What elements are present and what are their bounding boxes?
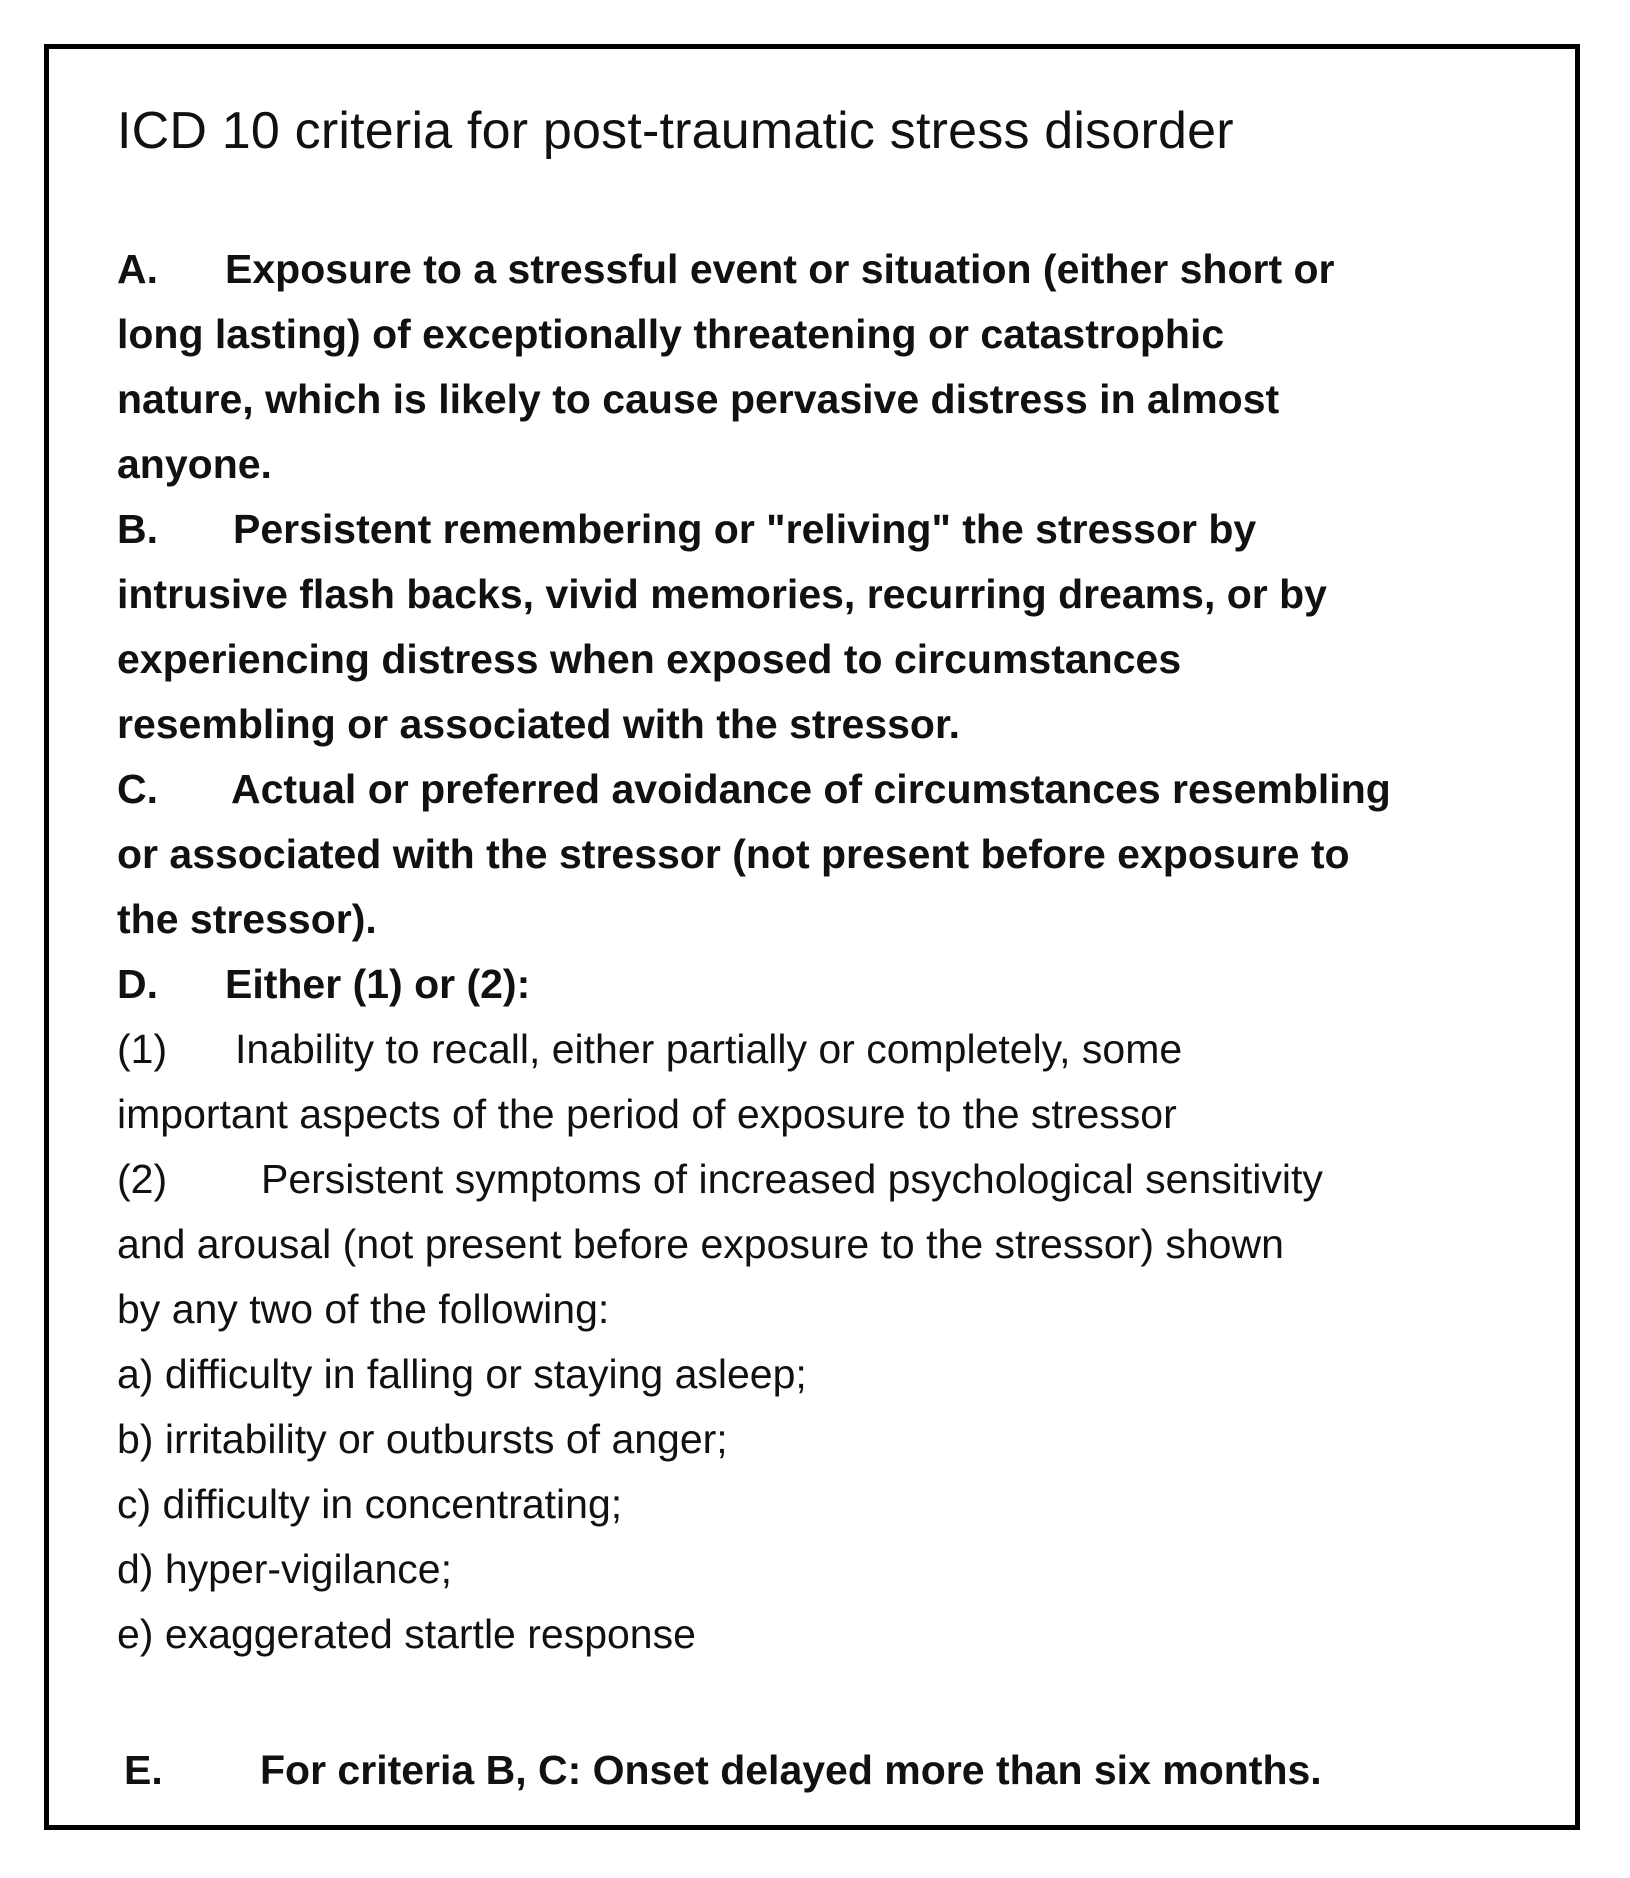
criterion-b-line-1 xyxy=(117,497,1577,562)
criterion-e-label: E. xyxy=(124,1747,163,1793)
criterion-a-label: A. xyxy=(117,246,158,292)
symptom-item: a) difficulty in falling or staying asleep; xyxy=(117,1351,807,1397)
criterion-c-line-3: the stressor). xyxy=(117,896,377,942)
criterion-b-line-4: resembling or associated with the stressor. xyxy=(117,701,961,747)
criterion-c-line-2: or associated with the stressor (not present before exposure to xyxy=(117,831,1350,877)
criterion-d-sub2-label: (2) xyxy=(117,1156,168,1202)
criterion-d-sub1-text-1: Inability to recall, either partially or completely, some xyxy=(235,1026,1183,1072)
criterion-b-line-2: intrusive flash backs, vivid memories, recurring dreams, or by xyxy=(117,571,1327,617)
criterion-a-line-3: nature, which is likely to cause pervasive distress in almost xyxy=(117,376,1280,422)
criterion-d-sub1-line-1 xyxy=(117,1017,1577,1082)
criterion-a-line-2: long lasting) of exceptionally threatening or catastrophic xyxy=(117,311,1225,357)
criterion-c-label: C. xyxy=(117,766,158,812)
criterion-d-label: D. xyxy=(117,961,158,1007)
criterion-e-text: For criteria B, C: Onset delayed more than six months. xyxy=(260,1747,1322,1793)
document-content xyxy=(117,99,1577,1667)
criterion-c-text-1: Actual or preferred avoidance of circumstances resembling xyxy=(231,766,1391,812)
symptom-item: d) hyper-vigilance; xyxy=(117,1546,452,1592)
criterion-a-line-1 xyxy=(117,237,1577,302)
document-frame xyxy=(44,44,1580,1830)
criterion-b-text-1: Persistent remembering or "reliving" the stressor by xyxy=(233,506,1257,552)
criterion-d-sub2-line-1 xyxy=(117,1147,1577,1212)
criterion-d-line-1 xyxy=(117,952,1577,1017)
criterion-a-line-4: anyone. xyxy=(117,441,272,487)
criterion-b-label: B. xyxy=(117,506,158,552)
symptom-item: b) irritability or outbursts of anger; xyxy=(117,1416,728,1462)
symptom-item: e) exaggerated startle response xyxy=(117,1611,696,1657)
criterion-d-sub1-line-2: important aspects of the period of exposure to the stressor xyxy=(117,1091,1177,1137)
criterion-d-sub2-line-2: and arousal (not present before exposure to the stressor) shown xyxy=(117,1221,1284,1267)
criterion-d-sub1-label: (1) xyxy=(117,1026,168,1072)
criterion-d-text-1: Either (1) or (2): xyxy=(225,961,531,1007)
criterion-b-line-3: experiencing distress when exposed to circumstances xyxy=(117,636,1182,682)
criterion-d-sub2-text-1: Persistent symptoms of increased psychological sensitivity xyxy=(261,1156,1323,1202)
criterion-e-line xyxy=(124,1738,1322,1803)
criterion-a-text-1: Exposure to a stressful event or situation (either short or xyxy=(225,246,1335,292)
document-title: ICD 10 criteria for post-traumatic stress disorder xyxy=(117,102,1234,160)
criterion-d-sub2-line-3: by any two of the following: xyxy=(117,1286,610,1332)
criterion-c-line-1 xyxy=(117,757,1577,822)
symptom-item: c) difficulty in concentrating; xyxy=(117,1481,623,1527)
